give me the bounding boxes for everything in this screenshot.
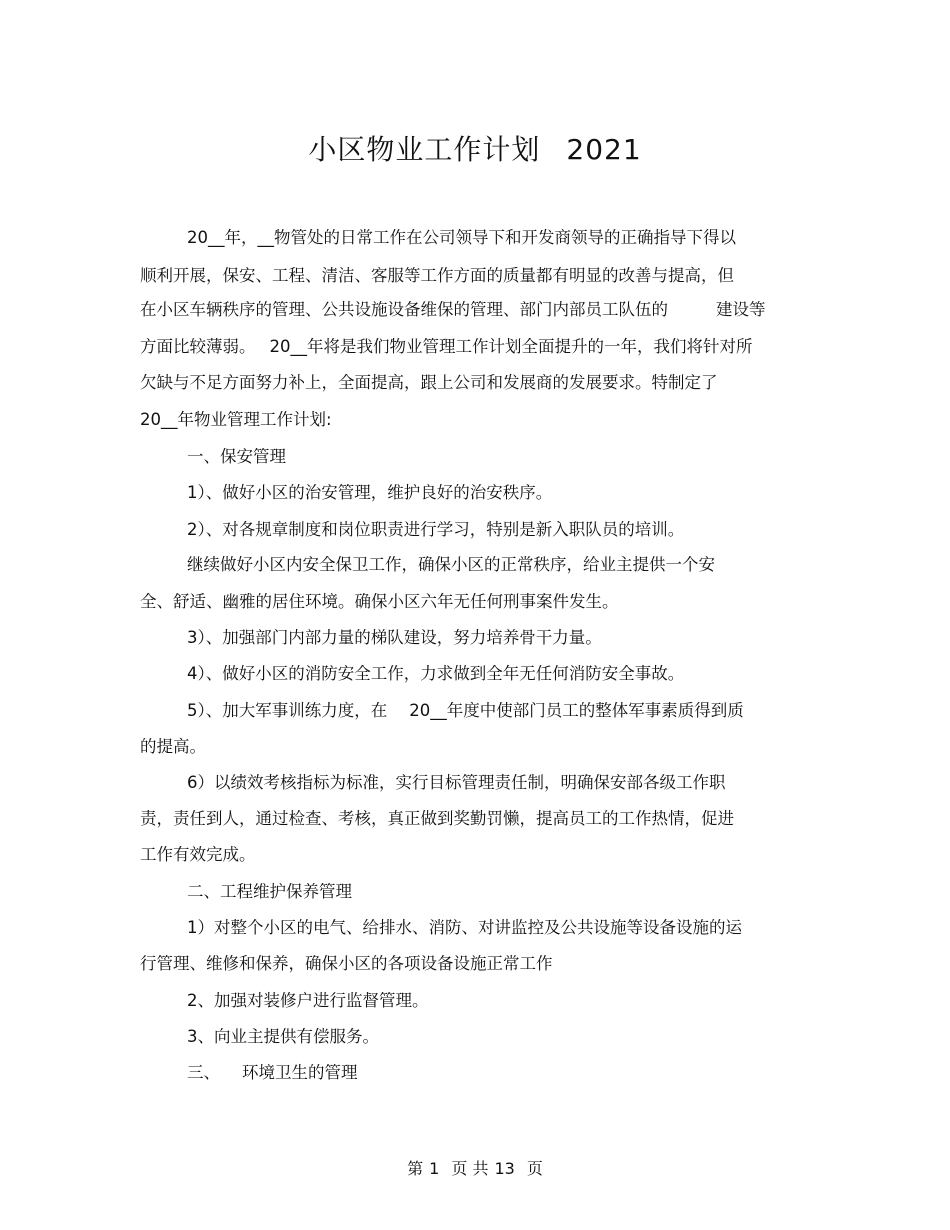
page-number: 1 <box>429 1159 440 1178</box>
list-item: 2）、对各规章制度和岗位职责进行学习，特别是新入职队员的培训。 <box>187 520 685 539</box>
paragraph-line <box>140 300 766 320</box>
paragraph-line: 行管理、维修和保养，确保小区的各项设备设施正常工作 <box>140 954 553 973</box>
paragraph-line: 全、舒适、幽雅的居住环境。确保小区六年无任何刑事案件发生。 <box>140 592 619 611</box>
paragraph-line: 责，责任到人，通过检查、考核，真正做到奖勤罚懒，提高员工的工作热情，促进 <box>140 809 734 828</box>
list-item <box>187 701 744 721</box>
page-title <box>0 128 950 168</box>
paragraph-text: 在小区车辆秩序的管理、公共设施设备维保的管理、部门内部员工队伍的 <box>140 300 668 319</box>
section-heading <box>187 1063 358 1083</box>
paragraph-line: 20__年物业管理工作计划: <box>140 410 332 429</box>
paragraph-text: 5）、加大军事训练力度，在 <box>187 701 388 720</box>
paragraph-line: 继续做好小区内安全保卫工作，确保小区的正常秩序，给业主提供一个安 <box>187 555 715 574</box>
paragraph-line <box>140 337 753 357</box>
footer-prefix: 第 <box>407 1159 424 1178</box>
section-number: 三、 <box>187 1063 220 1082</box>
section-heading: 一、保安管理 <box>187 447 286 466</box>
page-footer <box>0 1156 950 1179</box>
list-item: 6）以绩效考核指标为标准，实行目标管理责任制，明确保安部各级工作职 <box>187 773 726 792</box>
list-item: 2、加强对装修户进行监督管理。 <box>187 991 429 1010</box>
list-item: 4）、做好小区的消防安全工作，力求做到全年无任何消防安全事故。 <box>187 664 685 683</box>
title-year: 2021 <box>566 133 642 166</box>
total-pages: 13 <box>494 1159 515 1178</box>
paragraph-text: 方面比较薄弱。 <box>140 337 256 356</box>
paragraph-text: 20__年将是我们物业管理工作计划全面提升的一年，我们将针对所 <box>269 337 753 356</box>
paragraph-line: 的提高。 <box>140 737 206 756</box>
footer-middle: 页 共 <box>451 1159 489 1178</box>
section-heading: 二、工程维护保养管理 <box>187 882 352 901</box>
list-item: 3、向业主提供有偿服务。 <box>187 1027 379 1046</box>
list-item: 1）对整个小区的电气、给排水、消防、对讲监控及公共设施等设备设施的运 <box>187 918 742 937</box>
paragraph-line: 工作有效完成。 <box>140 845 256 864</box>
paragraph-text: 建设等 <box>716 300 766 319</box>
list-item: 1）、做好小区的治安管理，维护良好的治安秩序。 <box>187 483 553 502</box>
title-text: 小区物业工作计划 <box>308 133 541 166</box>
list-item: 3）、加强部门内部力量的梯队建设，努力培养骨干力量。 <box>187 628 602 647</box>
footer-suffix: 页 <box>526 1159 543 1178</box>
paragraph-line: 欠缺与不足方面努力补上，全面提高，跟上公司和发展商的发展要求。特制定了 <box>140 373 718 392</box>
paragraph-line: 顺利开展，保安、工程、清洁、客服等工作方面的质量都有明显的改善与提高，但 <box>140 266 734 285</box>
paragraph-text: 20__年度中使部门员工的整体军事素质得到质 <box>409 701 744 720</box>
paragraph-line: 20__年，__物管处的日常工作在公司领导下和开发商领导的正确指导下得以 <box>187 228 736 247</box>
section-title: 环境卫生的管理 <box>242 1063 358 1082</box>
